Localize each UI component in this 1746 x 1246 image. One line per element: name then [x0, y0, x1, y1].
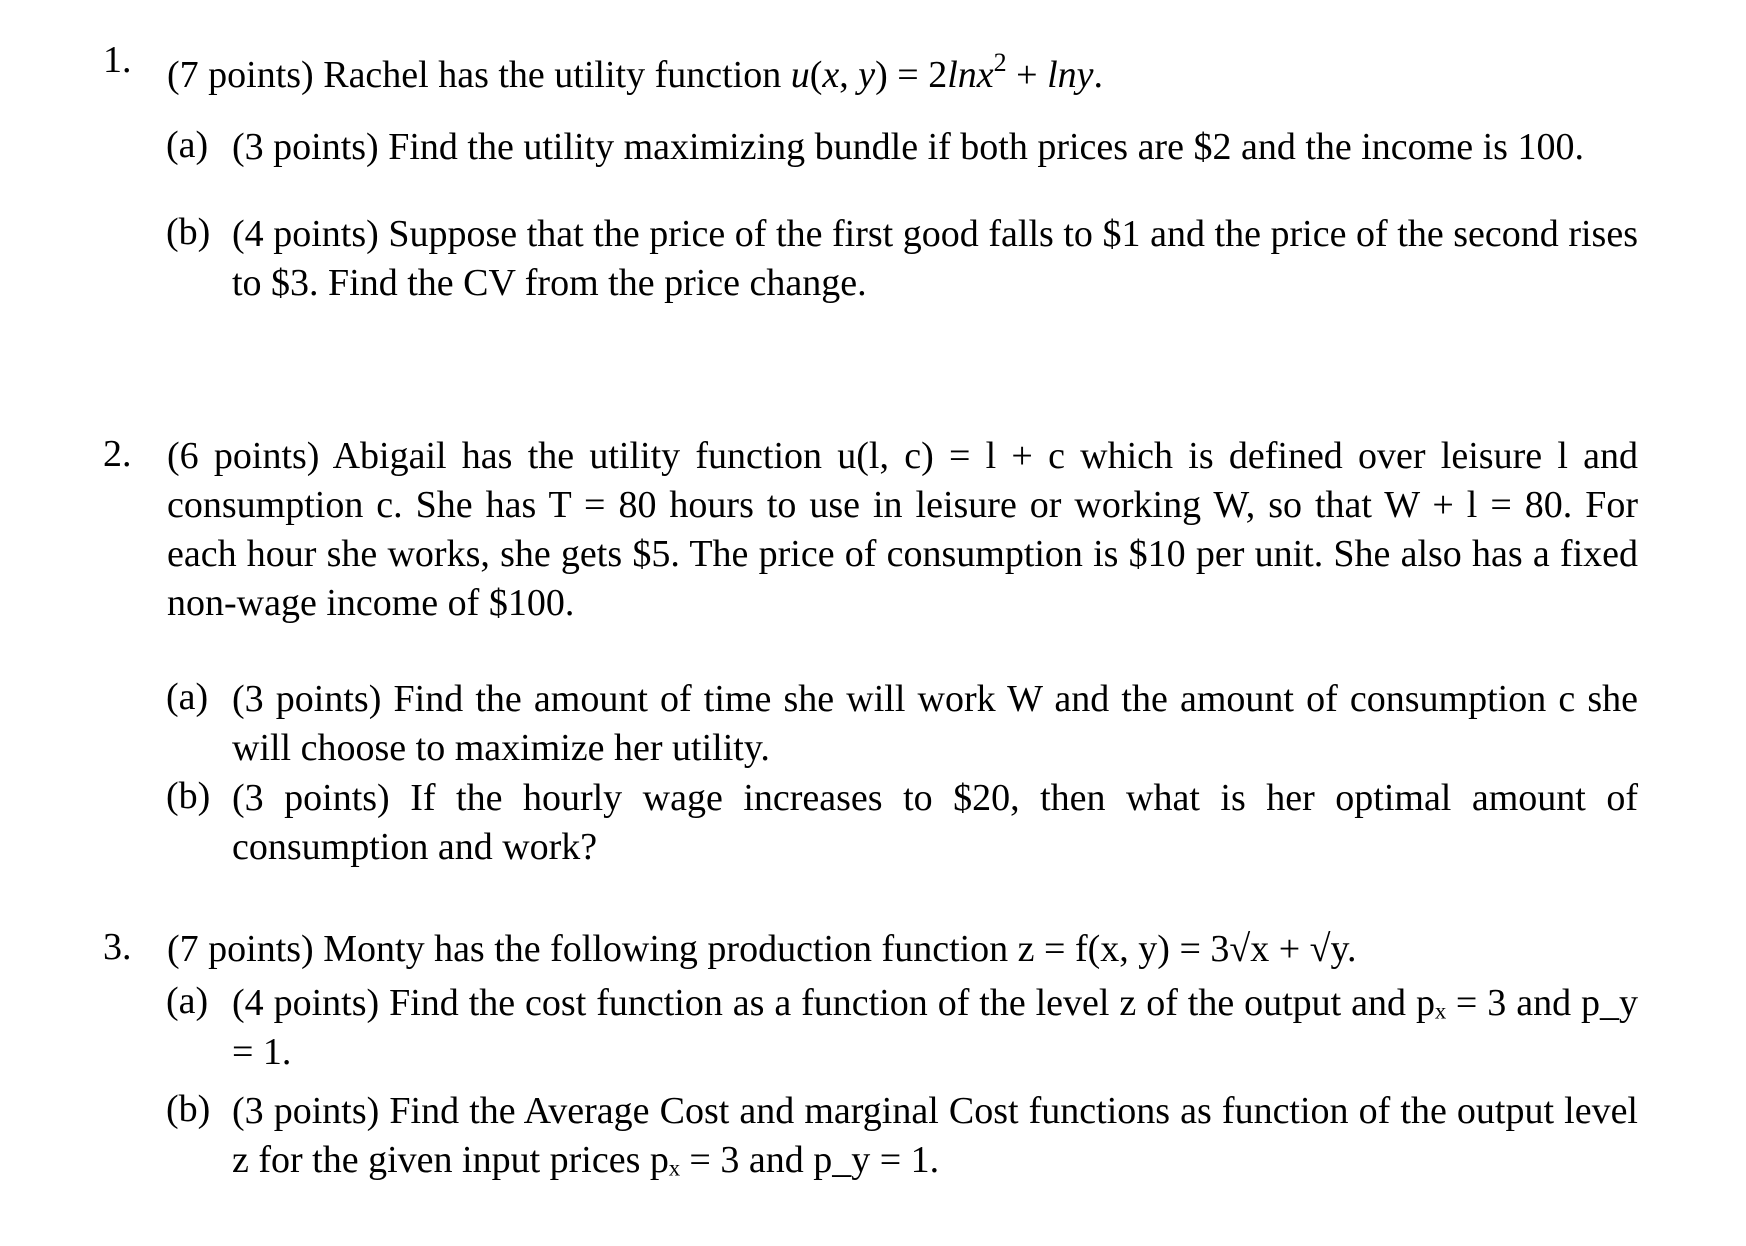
part-points: (3 points): [232, 777, 390, 819]
part-statement: Find the Average Cost and marginal Cost functions as function of the output level z for the given input prices pₓ = 3 and p_y = 1.: [232, 1090, 1638, 1181]
problem-2: [103, 432, 1638, 628]
problem-statement: Abigail has the utility function u(l, c) = l + c which is defined over leisure l and consumption c. She has T = 80 hours to use in leisure or working W, so that W + l = 80. For each hour she works, she gets $5. The price of consumption is $10 per unit. She also has a fixed non-wage income of $100.: [167, 435, 1638, 624]
part-points: (3 points): [232, 678, 382, 720]
problem-number: 2.: [103, 433, 132, 475]
points: (7 points): [167, 54, 314, 96]
problem-2-part-a: [166, 675, 1638, 773]
part-label: (a): [166, 676, 209, 718]
problem-text: [167, 925, 1638, 974]
problem-text: [167, 432, 1638, 628]
problem-text: [167, 38, 1638, 100]
problem-number: 1.: [103, 39, 132, 81]
part-text: [232, 774, 1638, 872]
part-statement: Find the amount of time she will work W and the amount of consumption c she will choose to maximize her utility.: [232, 678, 1638, 769]
part-text: [232, 123, 1638, 172]
part-text: [232, 675, 1638, 773]
problem-3-part-a: [166, 979, 1638, 1077]
part-label: (b): [166, 775, 211, 817]
part-label: (b): [166, 211, 211, 253]
part-text: [232, 979, 1638, 1077]
problem-statement: Rachel has the utility function: [323, 54, 782, 96]
problem-3-part-b: [166, 1087, 1638, 1185]
utility-equation: u(x, y) = 2lnx$^2$ + lny.: [790, 48, 1104, 96]
points: (7 points): [167, 928, 314, 970]
problem-3: [103, 925, 1638, 974]
part-label: (a): [166, 980, 209, 1022]
problem-number: 3.: [103, 926, 132, 968]
problem-1: [103, 38, 1638, 100]
part-points: (4 points): [232, 213, 379, 255]
part-label: (a): [166, 124, 209, 166]
part-points: (3 points): [232, 126, 379, 168]
part-text: [232, 210, 1638, 308]
part-points: (3 points): [232, 1090, 380, 1132]
problem-2-part-b: [166, 774, 1638, 872]
part-text: [232, 1087, 1638, 1185]
problem-1-part-a: [166, 123, 1638, 172]
part-points: (4 points): [232, 982, 380, 1024]
part-statement: Find the utility maximizing bundle if both prices are $2 and the income is 100.: [388, 126, 1584, 168]
part-statement: If the hourly wage increases to $20, then what is her optimal amount of consumption and work?: [232, 777, 1638, 868]
part-label: (b): [166, 1088, 211, 1130]
part-statement: Suppose that the price of the first good falls to $1 and the price of the second rises to $3. Find the CV from the price change.: [232, 213, 1639, 304]
problem-statement: Monty has the following production function z = f(x, y) = 3√x + √y.: [323, 928, 1357, 970]
part-statement: Find the cost function as a function of the level z of the output and pₓ = 3 and p_y = 1.: [232, 982, 1638, 1073]
problem-1-part-b: [166, 210, 1638, 308]
points: (6 points): [167, 435, 320, 477]
